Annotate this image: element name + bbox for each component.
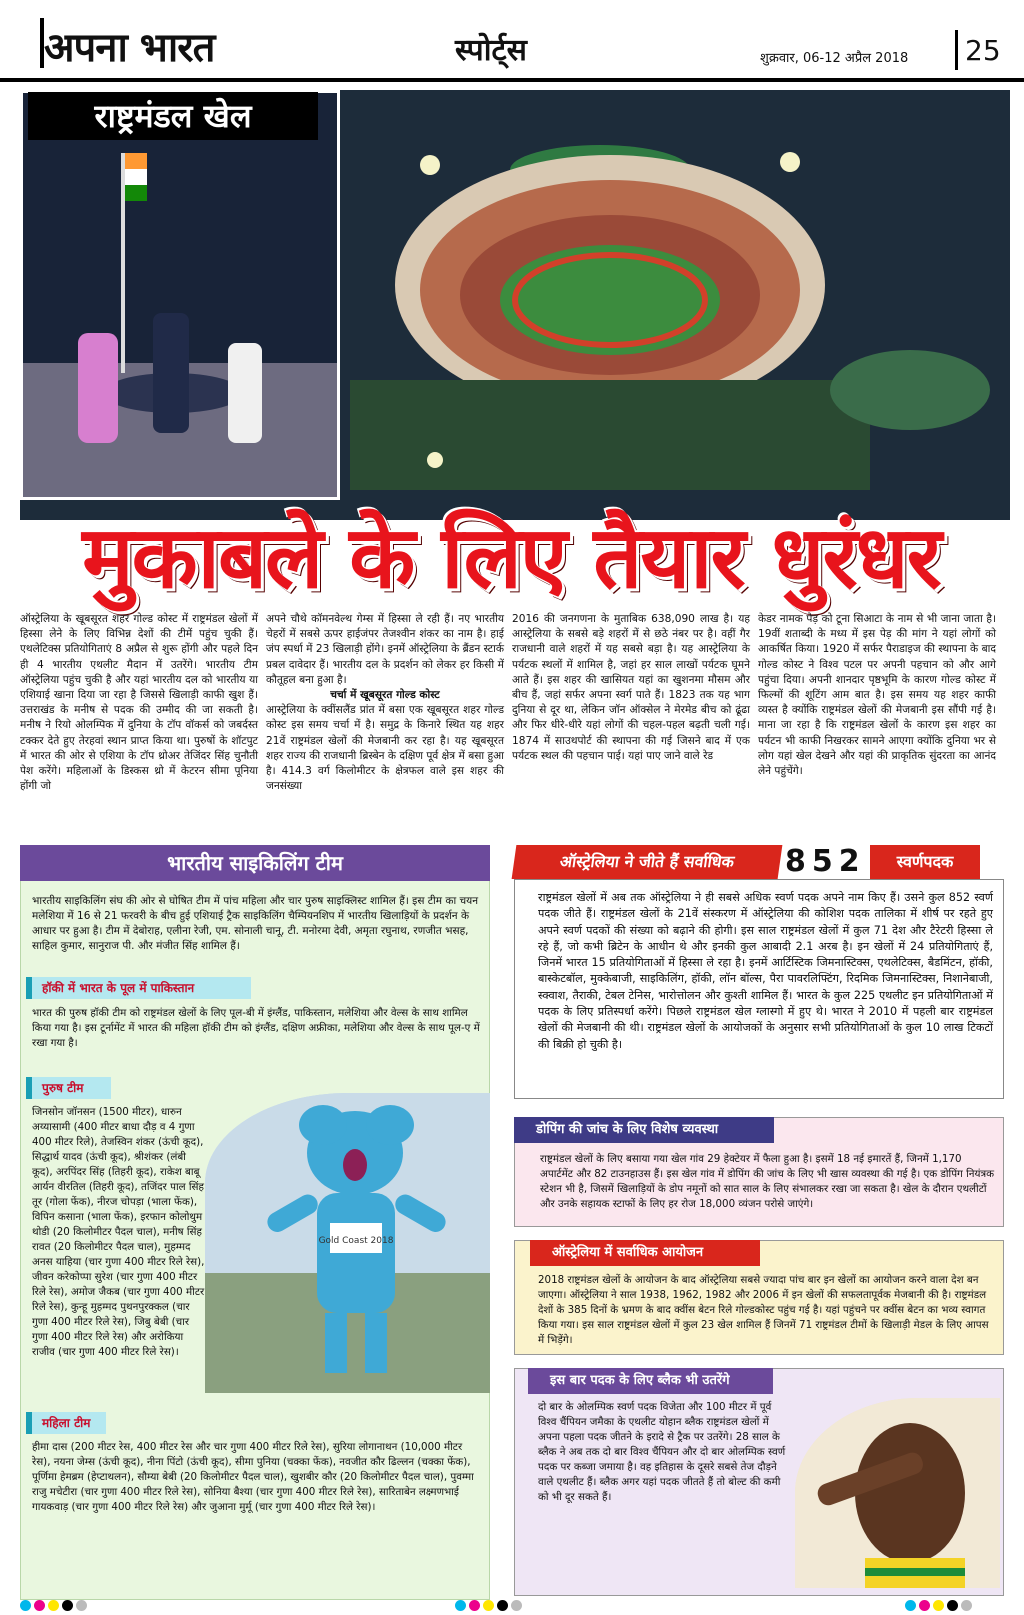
blake-title: इस बार पदक के लिए ब्लैक भी उतरेंगे — [528, 1368, 773, 1394]
gold-medal-text: राष्ट्रमंडल खेलों में अब तक ऑस्ट्रेलिया ने ही सबसे अधिक स्वर्ण पदक अपने नाम किए हैं। उसने कुल 852 स्वर्ण पदक जीते हैं। राष्ट्रमंडल खेलों के 21वें संस्करण में ऑस्ट्रेलिया की कोशिश पदक तालिका में शीर्ष पर रहते हुए अपने स्वर्ण पदकों की संख्या को बढ़ाने की होगी। इस साल राष्ट्रमंडल खेलों में कुल 71 देश और टैरेटरी हिस्सा ले रहे हैं, जो कभी ब्रिटेन के आधीन थे और इनकी कुल आबादी 2.1 अरब है। इन खेलों में 24 प्रतियोगिताएं हैं, जिनमें भारत 15 प्रतियोगिताओं में हिस्सा ले रहा है। इनमें आर्टिस्टिक जिमनास्टिक्स, एथलेटिक्स, बैडमिंटन, हॉकी, बास्केटबॉल, मुक्केबाजी, साइकिलिंग, हॉकी, लॉन बॉल्स, पैरा पावरलिफ्टिंग, रिदमिक जिमनास्टिक्स, निशानेबाजी, स्क्वाश, तैराकी, टेबल टेनिस, भारोत्तोलन और कुश्ती शामिल हैं। भारत के कुल 225 एथलीट इन प्रतियोगिताओं में पदक के लिए प्रतिस्पर्धा करेंगे। पिछले राष्ट्रमंडल खेल ग्लास्गो में हुए थे। भारत ने 2010 में पहली बार राष्ट्रमंडल खेलों की मेजबानी की थी। राष्ट्रमंडल खेलों के आयोजकों के अनुसार सभी प्रतियोगिताओं के कुल 10 लाख टिकटों की बिक्री हो चुकी है। — [538, 891, 993, 1051]
registration-marks-center — [455, 1596, 525, 1610]
dateline: शुक्रवार, 06-12 अप्रैल 2018 — [760, 51, 909, 66]
women-team-tag: महिला टीम — [26, 1412, 106, 1434]
section-tag: राष्ट्रमंडल खेल — [28, 92, 318, 140]
article-subheading: चर्चा में खूबसूरत गोल्ड कोस्ट — [330, 689, 440, 702]
hockey-text: भारत की पुरुष हॉकी टीम को राष्ट्रमंडल खेलों के लिए पूल-बी में इंग्लैंड, पाकिस्तान, मलेशिया और वेल्स के साथ शामिल किया गया है। इस टूर्नामेंट में भारत की महिला हॉकी टीम को इंग्लैंड, दक्षिण अफ्रीका, मलेशिया और वेल्स के साथ पूल-ए में रखा गया है। — [32, 1007, 480, 1049]
gold-medal-count: 852 — [785, 844, 866, 879]
hockey-tag: हॉकी में भारत के पूल में पाकिस्तान — [26, 977, 251, 999]
article-column-4: केडर नामक पेड़ को टूना सिआटा के नाम से भी जाना जाता है। 19वीं शताब्दी के मध्य में इस पेड़ की मांग ने यहां लोगों को आकर्षित किया। 1920 में सर्फर पैराडाइज की स्थापना के बाद गोल्ड कोस्ट ने विश्व पटल पर अपनी पहचान को और आगे पहुंचा दिया। अपनी शानदार पृष्ठभूमि के कारण गोल्ड कोस्ट में फिल्मों की शूटिंग आम बात है। इस समय यह शहर काफी व्यस्त है क्योंकि राष्ट्रमंडल खेलों की मेजबानी इस सौंपी गई है। माना जा रहा है कि राष्ट्रमंडल खेलों के कारण इस शहर का पर्यटन भी काफी निखरकर सामने आएगा क्योंकि दुनिया भर से लोग यहां खेल देखने और यहां की प्राकृतिक सुंदरता का आनंद लेने पहुंचेंगे। — [758, 613, 996, 778]
flag-bearer-illustration — [23, 93, 337, 497]
mascot-photo — [205, 1093, 490, 1393]
borobi-mascot-illustration — [205, 1093, 490, 1393]
gold-medal-title-suffix: स्वर्णपदक — [870, 845, 980, 879]
mascot-label: Gold Coast 2018 — [318, 1236, 394, 1246]
newspaper-logo: अपना भारत — [44, 24, 215, 71]
hosting-title: ऑस्ट्रेलिया में सर्वाधिक आयोजन — [530, 1240, 760, 1266]
opening-ceremony-photo — [20, 90, 340, 500]
women-team-text: हीमा दास (200 मीटर रेस, 400 मीटर रेस और चार गुणा 400 मीटर रिले रेस), सुरिया लोगानाथन (10,000 मीटर रेस), नयना जेम्स (ऊंची कूद), नीना पिंटो (ऊंची कूद), सीमा पुनिया (चक्का फेंक), नवजीत कौर ढिल्लन (चक्का फेंक), पूर्णिमा हेमब्रम (हेप्टाथलन), सौम्या बेबी (20 किलोमीटर पैदल चाल), खुशबीर कौर (20 किलोमीटर पैदल चाल), पुवम्मा राजु मचेटीरा (चार गुणा 400 मीटर रिले रेस), सोनिया बैश्या (चार गुणा 400 मीटर रिले रेस), सारिताबेन लक्ष्मणभाई गायकवाड़ (चार गुणा 400 मीटर रिले रेस) और जुआना मुर्मू (चार गुणा 400 मीटर रिले रेस)। — [32, 1441, 474, 1513]
article-column-2 — [266, 612, 504, 794]
gold-medal-title: ऑस्ट्रेलिया ने जीते हैं सर्वाधिक — [512, 845, 783, 879]
hosting-text: 2018 राष्ट्रमंडल खेलों के आयोजन के बाद ऑस्ट्रेलिया सबसे ज्यादा पांच बार इन खेलों का आयोजन करने वाला देश बन जाएगा। ऑस्ट्रेलिया ने साल 1938, 1962, 1982 और 2006 में इन खेलों की सफलतापूर्वक मेजबानी की है। राष्ट्रमंडल देशों के 385 दिनों के भ्रमण के बाद क्वींस बेटन रिले गोल्डकोस्ट पहुंच गई है। यहां पहुंचने पर क्वींस बेटन का भव्य स्वागत किया गया। इस साल राष्ट्रमंडल खेलों में कुल 23 खेल शामिल हैं जिनमें 71 राष्ट्रमंडल टीमों के खिलाड़ी मेडल के लिए आपस में भिड़ेंगे। — [538, 1274, 989, 1346]
blake-text: दो बार के ओलम्पिक स्वर्ण पदक विजेता और 100 मीटर में पूर्व विश्व चैंपियन जमैका के एथलीट योहान ब्लैक राष्ट्रमंडल खेलों में अपना पहला पदक जीतने के इरादे से ट्रैक पर उतरेंगे। 28 साल के ब्लैक ने अब तक दो बार विश्व चैंपियन और दो बार ओलम्पिक स्वर्ण पदक पर कब्जा जमाया है। वह इतिहास के दूसरे सबसे तेज दौड़ने वाले एथलीट हैं। ब्लैक अगर यहां पदक जीतते हैं तो बोल्ट की कमी को भी दूर सकते हैं। — [538, 1401, 786, 1503]
men-team-text: जिनसोन जॉनसन (1500 मीटर), धारुन अय्यासामी (400 मीटर बाधा दौड़ व 4 गुणा 400 मीटर रिले), तेजस्विन शंकर (ऊंची कूद), सिद्धार्थ यादव (ऊंची कूद), श्रीशंकर (लंबी कूद), अरपिंदर सिंह (तिहरी कूद), राकेश बाबू आर्यन वीरतिल (तिहरी कूद), तजिंदर पाल सिंह तूर (गोला फेंक), नीरज चोपड़ा (भाला फेंक), विपिन कसाना (भाला फेंक), इरफान कोलोथुम थोडी (20 किलोमीटर पैदल चाल), मनीष सिंह रावत (20 किलोमीटर पैदल चाल), मुहम्मद अनस याहिया (चार गुणा 400 मीटर रिले रेस), जीवन करेकोप्पा सुरेश (चार गुणा 400 मीटर रिले रेस), अमोज जैकब (चार गुणा 400 मीटर रिले रेस), कुन्हू मुहम्मद पुथनपुरक्कल (चार गुणा 400 मीटर रिले रेस), जिबु बेबी (चार गुणा 400 मीटर रिले रेस) और अरोकिया राजीव (चार गुणा 400 मीटर रिले रेस)। — [32, 1106, 205, 1358]
section-title: स्पोर्ट्स — [455, 33, 527, 68]
cycling-team-text: भारतीय साइकिलिंग संघ की ओर से घोषित टीम में पांच महिला और चार पुरुष साइक्लिस्ट शामिल हैं। इस टीम का चयन मलेशिया में 16 से 21 फरवरी के बीच हुई एशियाई ट्रैक साइकिलिंग चैम्पियनशिप में भारतीय खिलाड़ियों के प्रदर्शन के आधार पर हुआ है। टीम में देबोराह, एलीना रेजी, एम. सोनाली चानू, टी. मनोरमा देवी, अमृता रघुनाथ, रणजीत भसह, साहिल कुमार, सानुराज पी. और मंजीत सिंह शामिल हैं। — [32, 895, 479, 952]
article-column-2-text-a: अपने चौथे कॉमनवेल्थ गेम्स में हिस्सा ले रही हैं। नए भारतीय चेहरों में सबसे ऊपर हाईजंपर तेजश्वीन शंकर का नाम है। हाई जंप स्पर्धा में 23 खिलाड़ी होंगे। इनमें ऑस्ट्रेलिया के ब्रैंडन स्टार्क प्रबल दावेदार हैं। भारतीय दल के प्रदर्शन को लेकर हर किसी में कौतूहल बना हुआ है। — [266, 613, 504, 686]
article-body — [20, 612, 1005, 822]
registration-marks-right — [905, 1596, 975, 1610]
article-column-3: 2016 की जनगणना के मुताबिक 638,090 लाख है। यह आस्ट्रेलिया के सबसे बड़े शहरों में से छठे नंबर पर है। वहीं गैर राजधानी वाले शहरों में यह सबसे बड़ा है। यह आस्ट्रेलिया के पर्यटक स्थलों में शामिल है, जहां हर साल लाखों पर्यटक घूमने आते हैं। इस शहर की खासियत यहां का खुशनमा मौसम और बीच हैं, जहां सर्फर अपना स्वर्ग पाते हैं। 1823 तक यह भाग दुनिया से दूर था, लेकिन जॉन ऑक्सेल ने मेरमेड बीच को ढूंढा और फिर धीरे-धीरे यहां लोगों की चहल-पहल बढ़ती चली गई। 1874 में साउथपोर्ट की स्थापना की गई जिसने बाद में एक पर्यटक स्थल की पहचान पाई। यहां पाए जाने वाले रेड — [512, 613, 750, 762]
article-column-2-text-b: आस्ट्रेलिया के क्वींसलैंड प्रांत में बसा एक खूबसूरत शहर गोल्ड कोस्ट इस समय चर्चा में है। समुद्र के किनारे स्थित यह शहर 21वें राष्ट्रमंडल खेलों की मेजबानी कर रहा है। यह खूबसूरत शहर राज्य की राजधानी ब्रिस्बेन के दक्षिण पूर्व क्षेत्र में बसा हुआ है। 414.3 वर्ग किलोमीटर के क्षेत्रफल वाले इस शहर की जनसंख्या — [266, 704, 504, 793]
doping-text: राष्ट्रमंडल खेलों के लिए बसाया गया खेल गांव 29 हेक्टेयर में फैला हुआ है। इसमें 18 नई इमारतें हैं, जिनमें 1,170 अपार्टमेंट और 82 टाउनहाउस हैं। इस खेल गांव में डोपिंग की जांच के लिए भी खास व्यवस्था की गई है। एक डोपिंग नियंत्रक स्टेशन भी है, जिसमें खिलाड़ियों के डोप नमूनों को सात साल के लिए संभालकर रखा जा सकता है। खेल के दौरान एथलीटों और उनके सहायक स्टाफों के लिए हर रोज 18,000 व्यंजन परोसे जाएंगे। — [540, 1153, 995, 1210]
page-number-divider — [955, 30, 958, 70]
men-team-tag: पुरुष टीम — [26, 1077, 111, 1099]
doping-title: डोपिंग की जांच के लिए विशेष व्यवस्था — [514, 1117, 774, 1143]
headline: मुकाबले के लिए तैयार धुरंधर — [82, 508, 940, 608]
article-column-1: ऑस्ट्रेलिया के खूबसूरत शहर गोल्ड कोस्ट में राष्ट्रमंडल खेलों में हिस्सा लेने के लिए विभिन्न देशों की टीमें पहुंच चुकी हैं। एथलेटिक्स प्रतियोगिताएं 8 अप्रैल से शुरू होंगी और पहले दिन ही 4 भारतीय एथलीट मैदान में उतरेंगे। भारतीय टीम ऑस्ट्रेलिया पहुंच चुकी है और यहां भारतीय दल को भारतीय या एशियाई खाना दिया जा रहा है जिससे खिलाड़ी काफी खुश हैं। उत्तराखंड के मनीष से पदक की उम्मीद की जा सकती है। मनीष ने रियो ओलम्पिक में दुनिया के टॉप वॉकर्स को जबर्दस्त टक्कर देते हुए तेरहवां स्थान प्राप्त किया था। पुरुषों के शॉटपुट में भारत की ओर से एशिया के टॉप थ्रोअर तेजिंदर सिंह चुनौती पेश करेंगे। महिलाओं के डिस्कस थ्रो में केटरन सीमा पूनिया होंगी जो — [20, 613, 258, 793]
cycling-team-title: भारतीय साइकिलिंग टीम — [20, 845, 490, 881]
page-number: 25 — [965, 34, 1001, 67]
registration-marks-left — [20, 1596, 90, 1610]
